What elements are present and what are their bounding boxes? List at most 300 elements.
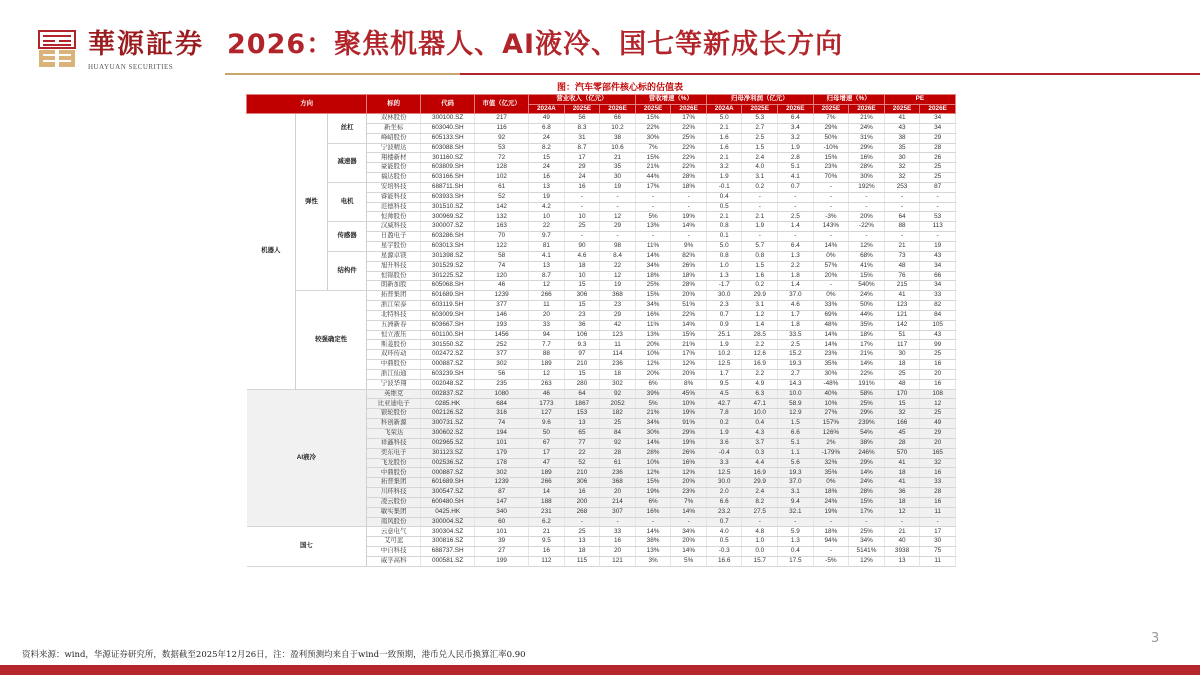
value-cell: 35% — [813, 468, 849, 478]
value-cell: 11 — [600, 340, 636, 350]
value-cell: 33.5 — [778, 330, 814, 340]
value-cell: 1.6 — [706, 133, 742, 143]
value-cell: 19% — [671, 409, 707, 419]
value-cell: 142 — [884, 320, 920, 330]
value-cell: 91% — [671, 419, 707, 429]
value-cell: 189 — [529, 468, 565, 478]
value-cell: 44% — [849, 310, 885, 320]
table-row — [247, 143, 956, 153]
value-cell: 7% — [813, 114, 849, 124]
value-cell: - — [564, 232, 600, 242]
value-cell: 84 — [600, 429, 636, 439]
value-cell: 19 — [920, 241, 956, 251]
stock-name: 飞龙股份 — [367, 458, 421, 468]
group-label: 国七 — [247, 527, 367, 566]
value-cell: 37.0 — [778, 291, 814, 301]
value-cell: 21 — [529, 527, 565, 537]
stock-code: 300547.SZ — [421, 488, 475, 498]
value-cell: 29 — [920, 133, 956, 143]
value-cell: 32.1 — [778, 507, 814, 517]
value-cell: 377 — [475, 301, 529, 311]
value-cell: 73 — [884, 251, 920, 261]
value-cell: 2.1 — [706, 153, 742, 163]
value-cell: 16 — [529, 547, 565, 557]
value-cell: 37.0 — [778, 478, 814, 488]
value-cell: 0.4 — [778, 547, 814, 557]
value-cell: 42.7 — [706, 399, 742, 409]
value-cell: 2.5 — [778, 212, 814, 222]
value-cell: 6.4 — [778, 241, 814, 251]
value-cell: 16 — [529, 173, 565, 183]
value-cell: 18 — [884, 497, 920, 507]
value-cell: 15% — [635, 478, 671, 488]
value-cell: 13% — [635, 330, 671, 340]
table-body — [247, 114, 956, 567]
value-cell: 306 — [564, 478, 600, 488]
value-cell: 25 — [564, 222, 600, 232]
value-cell: 27% — [813, 409, 849, 419]
value-cell: 12 — [529, 281, 565, 291]
value-cell: - — [635, 232, 671, 242]
stock-code: 000581.SZ — [421, 556, 475, 566]
stock-name: 汉威科技 — [367, 222, 421, 232]
value-cell: 30 — [884, 350, 920, 360]
stock-code: 603809.SH — [421, 163, 475, 173]
value-cell: 188 — [529, 497, 565, 507]
value-cell: 29% — [849, 409, 885, 419]
title-divider-red — [460, 73, 1200, 75]
value-cell: 4.9 — [742, 379, 778, 389]
stock-name: 浙江仙通 — [367, 369, 421, 379]
value-cell: 19% — [671, 438, 707, 448]
value-cell: 57% — [813, 261, 849, 271]
value-cell: 88 — [529, 350, 565, 360]
stock-code: 002048.SZ — [421, 379, 475, 389]
col-header-name: 标的 — [367, 95, 421, 114]
stock-code: 605133.SH — [421, 133, 475, 143]
stock-code: 603013.SH — [421, 241, 475, 251]
stock-code: 000887.SZ — [421, 360, 475, 370]
value-cell: 38 — [884, 133, 920, 143]
value-cell: 27 — [475, 547, 529, 557]
value-cell: 0.2 — [742, 281, 778, 291]
value-cell: 3.2 — [706, 163, 742, 173]
value-cell: 53 — [920, 212, 956, 222]
value-cell: 5% — [635, 212, 671, 222]
value-cell: 88 — [884, 222, 920, 232]
value-cell: 4.6 — [564, 251, 600, 261]
value-cell: 106 — [564, 330, 600, 340]
value-cell: 1.7 — [778, 310, 814, 320]
value-cell: 16 — [920, 360, 956, 370]
value-cell: 92 — [600, 389, 636, 399]
value-cell: - — [600, 202, 636, 212]
value-cell: 231 — [529, 507, 565, 517]
value-cell: 4.4 — [742, 458, 778, 468]
value-cell: 34% — [671, 527, 707, 537]
value-cell: 253 — [884, 182, 920, 192]
value-cell: 246% — [849, 448, 885, 458]
value-cell: 15 — [884, 399, 920, 409]
value-cell: 29% — [671, 429, 707, 439]
value-cell: 182 — [600, 409, 636, 419]
value-cell: 684 — [475, 399, 529, 409]
value-cell: - — [920, 517, 956, 527]
value-cell: 214 — [600, 497, 636, 507]
value-cell: 29 — [564, 163, 600, 173]
value-cell: 15% — [849, 271, 885, 281]
value-cell: 4.1 — [778, 173, 814, 183]
value-cell: - — [813, 202, 849, 212]
value-cell: 0.2 — [706, 419, 742, 429]
value-cell: 146 — [475, 310, 529, 320]
value-cell: 18 — [884, 468, 920, 478]
value-cell: 20 — [600, 547, 636, 557]
value-cell: 58% — [849, 389, 885, 399]
value-cell: 16 — [920, 468, 956, 478]
value-cell: 0.1 — [706, 232, 742, 242]
stock-name: 中鼎股份 — [367, 468, 421, 478]
value-cell: 19.3 — [778, 468, 814, 478]
brand — [88, 30, 204, 71]
value-cell: 8.2 — [529, 143, 565, 153]
value-cell: 41 — [884, 458, 920, 468]
value-cell: 33 — [529, 320, 565, 330]
value-cell: 32 — [884, 409, 920, 419]
value-cell: 82 — [920, 301, 956, 311]
value-cell: 7% — [635, 143, 671, 153]
value-cell: 14% — [849, 468, 885, 478]
value-cell: 24% — [849, 291, 885, 301]
value-cell: 10% — [671, 399, 707, 409]
stock-name: 川环科技 — [367, 488, 421, 498]
value-cell: 2.3 — [706, 301, 742, 311]
value-cell: 45% — [671, 389, 707, 399]
stock-name: 威孚高科 — [367, 556, 421, 566]
value-cell: 16.9 — [742, 360, 778, 370]
value-cell: 41 — [884, 291, 920, 301]
value-cell: 6.8 — [529, 123, 565, 133]
value-cell: 14% — [813, 340, 849, 350]
stock-name: 拓普集团 — [367, 291, 421, 301]
value-cell: 26 — [920, 153, 956, 163]
value-cell: 1773 — [529, 399, 565, 409]
value-cell: 1.9 — [706, 429, 742, 439]
value-cell: -1.7 — [706, 281, 742, 291]
value-cell: 14% — [635, 527, 671, 537]
col-header-net-profit: 归母净利润（亿元） — [706, 95, 813, 105]
value-cell: - — [600, 232, 636, 242]
value-cell: - — [778, 232, 814, 242]
value-cell: -3% — [813, 212, 849, 222]
value-cell: 50 — [529, 429, 565, 439]
value-cell: 18 — [564, 261, 600, 271]
value-cell: 29 — [920, 429, 956, 439]
value-cell: 1.5 — [778, 419, 814, 429]
value-cell: 82% — [671, 251, 707, 261]
value-cell: 4.8 — [742, 527, 778, 537]
value-cell: - — [742, 202, 778, 212]
value-cell: 128 — [475, 163, 529, 173]
value-cell: 0.4 — [706, 192, 742, 202]
value-cell: 191% — [849, 379, 885, 389]
value-cell: 11% — [635, 320, 671, 330]
value-cell: 2052 — [600, 399, 636, 409]
value-cell: 3.1 — [742, 301, 778, 311]
value-cell: - — [813, 281, 849, 291]
stock-name: 峰岹股份 — [367, 133, 421, 143]
value-cell: 52 — [564, 458, 600, 468]
value-cell: - — [671, 202, 707, 212]
stock-code: 605068.SH — [421, 281, 475, 291]
value-cell: 236 — [600, 360, 636, 370]
value-cell: 21% — [635, 163, 671, 173]
value-cell: 4.6 — [778, 301, 814, 311]
value-cell: 2.7 — [778, 369, 814, 379]
value-cell: 7.7 — [529, 340, 565, 350]
value-cell: 22% — [671, 153, 707, 163]
value-cell: 61 — [475, 182, 529, 192]
value-cell: 25 — [600, 419, 636, 429]
stock-code: 300004.SZ — [421, 517, 475, 527]
value-cell: 8.7 — [564, 143, 600, 153]
stock-name: 奕东电子 — [367, 448, 421, 458]
value-cell: 8.3 — [564, 123, 600, 133]
value-cell: 1.2 — [742, 310, 778, 320]
stock-name: 星源卓镁 — [367, 251, 421, 261]
value-cell: - — [564, 517, 600, 527]
stock-code: 603088.SH — [421, 143, 475, 153]
value-cell: 30 — [600, 173, 636, 183]
value-cell: 30 — [920, 537, 956, 547]
value-cell: 18% — [671, 182, 707, 192]
value-cell: 72 — [475, 153, 529, 163]
value-cell: 21 — [600, 153, 636, 163]
value-cell: 56 — [475, 369, 529, 379]
value-cell: - — [671, 232, 707, 242]
stock-code: 688711.SH — [421, 182, 475, 192]
value-cell: 163 — [475, 222, 529, 232]
value-cell: - — [600, 517, 636, 527]
value-cell: 94 — [529, 330, 565, 340]
col-header-np-growth: 归母增速（%） — [813, 95, 884, 105]
value-cell: 1.9 — [706, 340, 742, 350]
value-cell: - — [849, 232, 885, 242]
value-cell: 19 — [600, 281, 636, 291]
value-cell: 1.7 — [706, 369, 742, 379]
value-cell: 5% — [671, 556, 707, 566]
value-cell: 35 — [600, 163, 636, 173]
value-cell: 570 — [884, 448, 920, 458]
figure-title: 图：汽车零部件核心标的估值表 — [556, 83, 683, 93]
value-cell: 0.7 — [706, 517, 742, 527]
value-cell: 116 — [475, 123, 529, 133]
value-cell: 50% — [813, 133, 849, 143]
value-cell: 26% — [671, 261, 707, 271]
value-cell: 340 — [475, 507, 529, 517]
value-cell: 1239 — [475, 291, 529, 301]
value-cell: 11 — [920, 507, 956, 517]
value-cell: 0.5 — [706, 202, 742, 212]
value-cell: 6.4 — [778, 114, 814, 124]
stock-code: 300602.SZ — [421, 429, 475, 439]
value-cell: 34 — [920, 114, 956, 124]
value-cell: 13 — [529, 182, 565, 192]
value-cell: 15% — [671, 330, 707, 340]
value-cell: 3.1 — [778, 488, 814, 498]
value-cell: 23% — [671, 488, 707, 498]
value-cell: 35 — [884, 143, 920, 153]
value-cell: 69% — [813, 310, 849, 320]
value-cell: 66 — [920, 271, 956, 281]
value-cell: 17.5 — [778, 556, 814, 566]
value-cell: - — [600, 192, 636, 202]
value-cell: 21% — [849, 114, 885, 124]
value-cell: 1.0 — [742, 537, 778, 547]
value-cell: 16.9 — [742, 468, 778, 478]
value-cell: 192% — [849, 182, 885, 192]
value-cell: 5.1 — [778, 163, 814, 173]
value-cell: 36 — [884, 488, 920, 498]
value-cell: 64 — [884, 212, 920, 222]
value-cell: 235 — [475, 379, 529, 389]
stock-code: 0285.HK — [421, 399, 475, 409]
value-cell: 10.6 — [600, 143, 636, 153]
value-cell: 29% — [813, 123, 849, 133]
stock-code: 301529.SZ — [421, 261, 475, 271]
value-cell: 3.2 — [778, 133, 814, 143]
stock-code: 603119.SH — [421, 301, 475, 311]
value-cell: 10% — [635, 350, 671, 360]
value-cell: 17% — [671, 114, 707, 124]
stock-code: 603239.SH — [421, 369, 475, 379]
value-cell: 14% — [635, 251, 671, 261]
value-cell: 268 — [564, 507, 600, 517]
col-header-direction: 方向 — [247, 95, 367, 114]
value-cell: - — [849, 202, 885, 212]
stock-name: 双林股份 — [367, 114, 421, 124]
value-cell: 10 — [564, 271, 600, 281]
value-cell: 49 — [920, 419, 956, 429]
value-cell: 1.4 — [742, 320, 778, 330]
value-cell: 30% — [813, 369, 849, 379]
value-cell: 17 — [564, 153, 600, 163]
value-cell: 15% — [849, 497, 885, 507]
value-cell: 4.0 — [706, 527, 742, 537]
value-cell: - — [884, 192, 920, 202]
value-cell: 64 — [564, 389, 600, 399]
value-cell: 8% — [671, 379, 707, 389]
value-cell: 5.9 — [778, 527, 814, 537]
table-header-row — [247, 95, 956, 105]
value-cell: 10 — [564, 212, 600, 222]
value-cell: 30% — [635, 133, 671, 143]
value-cell: 87 — [920, 182, 956, 192]
value-cell: 132 — [475, 212, 529, 222]
stock-name: 日盈电子 — [367, 232, 421, 242]
value-cell: 12 — [529, 369, 565, 379]
value-cell: 18% — [813, 488, 849, 498]
value-cell: 24% — [849, 478, 885, 488]
value-cell: 58.9 — [778, 399, 814, 409]
value-cell: 39% — [635, 389, 671, 399]
value-cell: 1.3 — [778, 537, 814, 547]
value-cell: 38% — [635, 537, 671, 547]
value-cell: 12 — [600, 212, 636, 222]
stock-code: 300304.SZ — [421, 527, 475, 537]
value-cell: 34% — [635, 261, 671, 271]
value-cell: - — [778, 517, 814, 527]
value-cell: 23% — [813, 163, 849, 173]
value-cell: 24 — [529, 133, 565, 143]
value-cell: 14% — [671, 222, 707, 232]
stock-name: 云意电气 — [367, 527, 421, 537]
category-label: 丝杠 — [327, 114, 366, 144]
value-cell: 17% — [849, 340, 885, 350]
value-cell: 1080 — [475, 389, 529, 399]
value-cell: 4.0 — [742, 163, 778, 173]
value-cell: 35% — [813, 360, 849, 370]
value-cell: - — [742, 517, 778, 527]
value-cell: - — [813, 192, 849, 202]
value-cell: 61 — [600, 458, 636, 468]
value-cell: 108 — [920, 389, 956, 399]
value-cell: 236 — [600, 468, 636, 478]
value-cell: 32% — [813, 458, 849, 468]
value-cell: 10.0 — [778, 389, 814, 399]
value-cell: - — [920, 232, 956, 242]
value-cell: 263 — [529, 379, 565, 389]
value-cell: 126% — [813, 429, 849, 439]
value-cell: 21 — [884, 527, 920, 537]
value-cell: 14% — [635, 438, 671, 448]
value-cell: - — [671, 192, 707, 202]
stock-code: 002837.SZ — [421, 389, 475, 399]
value-cell: 16 — [920, 379, 956, 389]
value-cell: 48% — [813, 320, 849, 330]
huayuan-logo-icon — [38, 30, 76, 68]
value-cell: 47.1 — [742, 399, 778, 409]
stock-name: 宁波华翔 — [367, 379, 421, 389]
value-cell: 10 — [529, 212, 565, 222]
value-cell: 302 — [475, 360, 529, 370]
value-cell: 22 — [564, 448, 600, 458]
stock-code: 603009.SH — [421, 310, 475, 320]
value-cell: 28.5 — [742, 330, 778, 340]
value-cell: 10% — [635, 458, 671, 468]
value-cell: 121 — [884, 310, 920, 320]
value-cell: 5.6 — [778, 458, 814, 468]
value-cell: 10.2 — [706, 350, 742, 360]
value-cell: 15% — [635, 153, 671, 163]
value-cell: 33 — [920, 478, 956, 488]
value-cell: 153 — [564, 409, 600, 419]
value-cell: 5.3 — [742, 114, 778, 124]
value-cell: 2.8 — [778, 153, 814, 163]
value-cell: 98 — [600, 241, 636, 251]
value-cell: 6.6 — [706, 497, 742, 507]
stock-name: 科创新源 — [367, 419, 421, 429]
value-cell: 120 — [475, 271, 529, 281]
value-cell: 6% — [635, 497, 671, 507]
brand-name-en: HUAYUAN SECURITIES — [88, 63, 174, 71]
value-cell: 0.0 — [742, 547, 778, 557]
value-cell: 14% — [671, 547, 707, 557]
value-cell: 189 — [529, 360, 565, 370]
value-cell: 12% — [849, 556, 885, 566]
stock-name: 福达股份 — [367, 173, 421, 183]
value-cell: 25 — [920, 350, 956, 360]
